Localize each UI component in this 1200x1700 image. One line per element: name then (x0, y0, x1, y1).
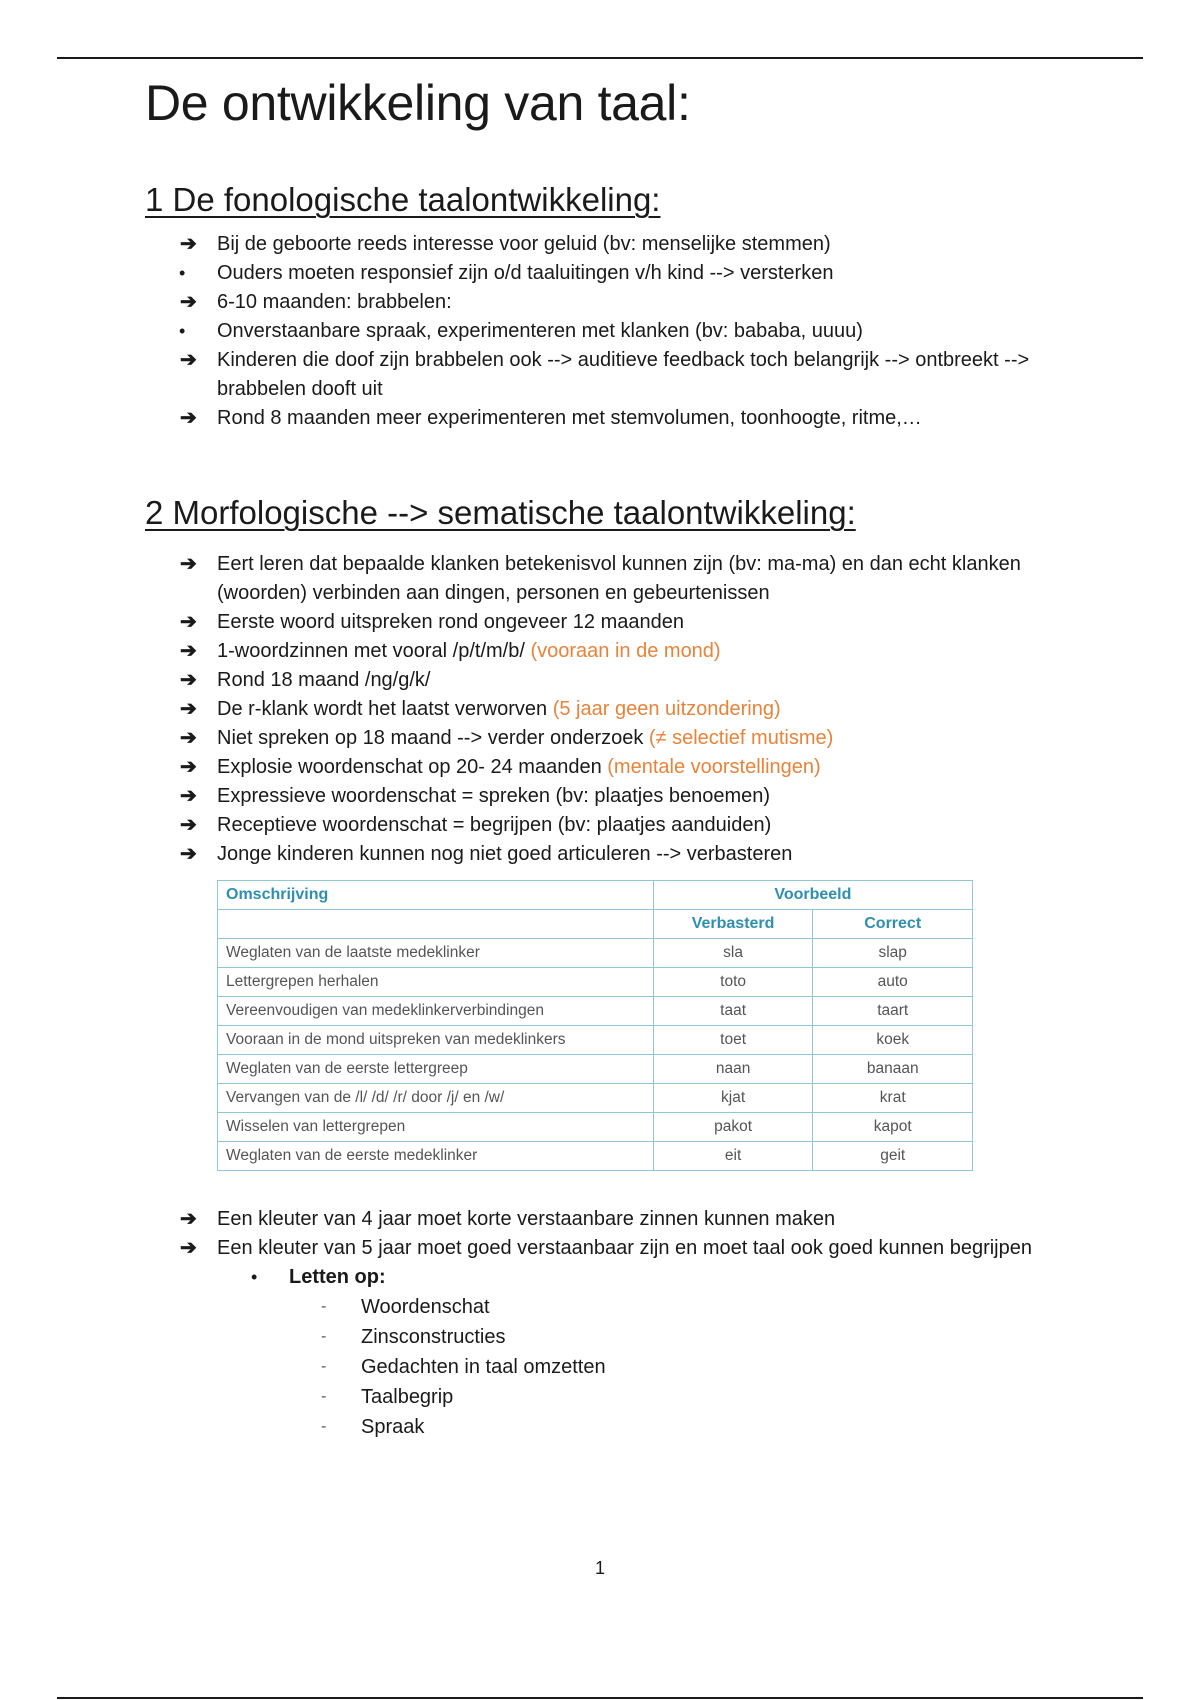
arrow-icon: ➔ (180, 611, 197, 633)
bullet-icon: • (179, 263, 186, 283)
arrow-icon: ➔ (180, 553, 197, 575)
list-item: ➔ Explosie woordenschat op 20- 24 maanden (mentale voorstellingen) (145, 753, 1047, 782)
arrow-icon: ➔ (180, 407, 197, 429)
dash-item: - Zinsconstructies (289, 1322, 1047, 1352)
attention-label: Letten op: (289, 1266, 386, 1288)
cell-correct: krat (813, 1084, 973, 1113)
list-item: ➔ De r-klank wordt het laatst verworven (5 jaar geen uitzondering) (145, 695, 1047, 724)
section-2-after-list (145, 1205, 1047, 1442)
list-item: ➔ Rond 8 maanden meer experimenteren met stemvolumen, toonhoogte, ritme,… (145, 404, 1047, 433)
list-item: ➔ 6-10 maanden: brabbelen: (145, 288, 1047, 317)
table-row (218, 968, 973, 997)
arrow-icon: ➔ (180, 785, 197, 807)
arrow-icon: ➔ (180, 669, 197, 691)
note-text: (mentale voorstellingen) (607, 756, 821, 778)
cell-correct: slap (813, 939, 973, 968)
dash-icon: - (321, 1358, 327, 1375)
table-row (218, 1142, 973, 1171)
top-rule (57, 57, 1143, 59)
table-header-row (218, 881, 973, 910)
cell-desc: Weglaten van de eerste medeklinker (218, 1142, 654, 1171)
list-item: ➔ Eerste woord uitspreken rond ongeveer 12 maanden (145, 608, 1047, 637)
section-2-heading: 2 Morfologische --> sematische taalontwikkeling: (145, 494, 856, 531)
list-item: ➔ Receptieve woordenschat = begrijpen (bv: plaatjes aanduiden) (145, 811, 1047, 840)
table-row (218, 1113, 973, 1142)
list-item: ➔ Expressieve woordenschat = spreken (bv: plaatjes benoemen) (145, 782, 1047, 811)
articulation-table (217, 880, 973, 1171)
document-page (145, 70, 1045, 1438)
cell-desc: Vooraan in de mond uitspreken van medeklinkers (218, 1026, 654, 1055)
list-item: ➔ 1-woordzinnen met vooral /p/t/m/b/ (vooraan in de mond) (145, 637, 1047, 666)
table-row (218, 939, 973, 968)
arrow-icon: ➔ (180, 1208, 197, 1230)
note-text: (≠ selectief mutisme) (648, 727, 834, 749)
arrow-icon: ➔ (180, 349, 197, 371)
cell-wrong: pakot (653, 1113, 813, 1142)
header-wrong: Verbasterd (653, 910, 813, 939)
arrow-icon: ➔ (180, 1237, 197, 1259)
cell-wrong: eit (653, 1142, 813, 1171)
list-item: ➔ Een kleuter van 4 jaar moet korte verstaanbare zinnen kunnen maken (145, 1205, 1047, 1234)
table-row (218, 1084, 973, 1113)
list-item: ➔ Niet spreken op 18 maand --> verder onderzoek (≠ selectief mutisme) (145, 724, 1047, 753)
sub-list-item: • Ouders moeten responsief zijn o/d taaluitingen v/h kind --> versterken (145, 259, 1047, 288)
cell-wrong: toto (653, 968, 813, 997)
empty-cell (218, 910, 654, 939)
arrow-icon: ➔ (180, 640, 197, 662)
cell-wrong: sla (653, 939, 813, 968)
list-item: ➔ Bij de geboorte reeds interesse voor geluid (bv: menselijke stemmen) (145, 230, 1047, 259)
bottom-rule (57, 1697, 1143, 1699)
section-1-heading: 1 De fonologische taalontwikkeling: (145, 181, 661, 218)
sub-list-item (217, 1263, 1047, 1292)
header-description: Omschrijving (218, 881, 654, 910)
list-item: ➔ Kinderen die doof zijn brabbelen ook --> auditieve feedback toch belangrijk --> ontbreekt --> brabbelen dooft uit (145, 346, 1047, 404)
arrow-icon: ➔ (180, 756, 197, 778)
arrow-icon: ➔ (180, 727, 197, 749)
arrow-icon: ➔ (180, 814, 197, 836)
dash-item: - Taalbegrip (289, 1382, 1047, 1412)
dash-item: - Woordenschat (289, 1292, 1047, 1322)
table-row (218, 1026, 973, 1055)
page-title: De ontwikkeling van taal: (145, 75, 691, 131)
table-subheader-row (218, 910, 973, 939)
arrow-icon: ➔ (180, 843, 197, 865)
header-example: Voorbeeld (653, 881, 972, 910)
dash-item: - Spraak (289, 1412, 1047, 1442)
note-text: (5 jaar geen uitzondering) (552, 698, 781, 720)
dash-icon: - (321, 1388, 327, 1405)
cell-desc: Lettergrepen herhalen (218, 968, 654, 997)
cell-desc: Weglaten van de laatste medeklinker (218, 939, 654, 968)
bullet-icon: • (251, 1267, 258, 1287)
header-correct: Correct (813, 910, 973, 939)
cell-desc: Vereenvoudigen van medeklinkerverbindingen (218, 997, 654, 1026)
table-row (218, 997, 973, 1026)
table-row (218, 1055, 973, 1084)
sub-list-item: • Onverstaanbare spraak, experimenteren met klanken (bv: bababa, uuuu) (145, 317, 1047, 346)
cell-correct: kapot (813, 1113, 973, 1142)
cell-wrong: kjat (653, 1084, 813, 1113)
cell-wrong: toet (653, 1026, 813, 1055)
section-2 (145, 494, 856, 532)
cell-desc: Weglaten van de eerste lettergreep (218, 1055, 654, 1084)
arrow-icon: ➔ (180, 233, 197, 255)
arrow-icon: ➔ (180, 291, 197, 313)
list-item: ➔ Eert leren dat bepaalde klanken betekenisvol kunnen zijn (bv: ma-ma) en dan echt klanken (woorden) verbinden aan dingen, personen en gebeurtenissen (145, 550, 1047, 608)
dash-icon: - (321, 1328, 327, 1345)
dash-icon: - (321, 1418, 327, 1435)
section-1 (145, 181, 660, 219)
cell-correct: koek (813, 1026, 973, 1055)
cell-correct: geit (813, 1142, 973, 1171)
cell-correct: banaan (813, 1055, 973, 1084)
cell-correct: taart (813, 997, 973, 1026)
list-item: ➔ Een kleuter van 5 jaar moet goed verstaanbaar zijn en moet taal ook goed kunnen begrijpen (145, 1234, 1047, 1263)
section-2-list (145, 550, 1047, 869)
cell-correct: auto (813, 968, 973, 997)
arrow-icon: ➔ (180, 698, 197, 720)
dash-item: - Gedachten in taal omzetten (289, 1352, 1047, 1382)
cell-desc: Vervangen van de /l/ /d/ /r/ door /j/ en /w/ (218, 1084, 654, 1113)
page-number: 1 (594, 1558, 605, 1578)
list-item: ➔ Rond 18 maand /ng/g/k/ (145, 666, 1047, 695)
cell-wrong: naan (653, 1055, 813, 1084)
dash-icon: - (321, 1298, 327, 1315)
bullet-icon: • (179, 321, 186, 341)
cell-desc: Wisselen van lettergrepen (218, 1113, 654, 1142)
list-item: ➔ Jonge kinderen kunnen nog niet goed articuleren --> verbasteren (145, 840, 1047, 869)
note-text: (vooraan in de mond) (530, 640, 721, 662)
section-1-list (145, 230, 1047, 433)
cell-wrong: taat (653, 997, 813, 1026)
